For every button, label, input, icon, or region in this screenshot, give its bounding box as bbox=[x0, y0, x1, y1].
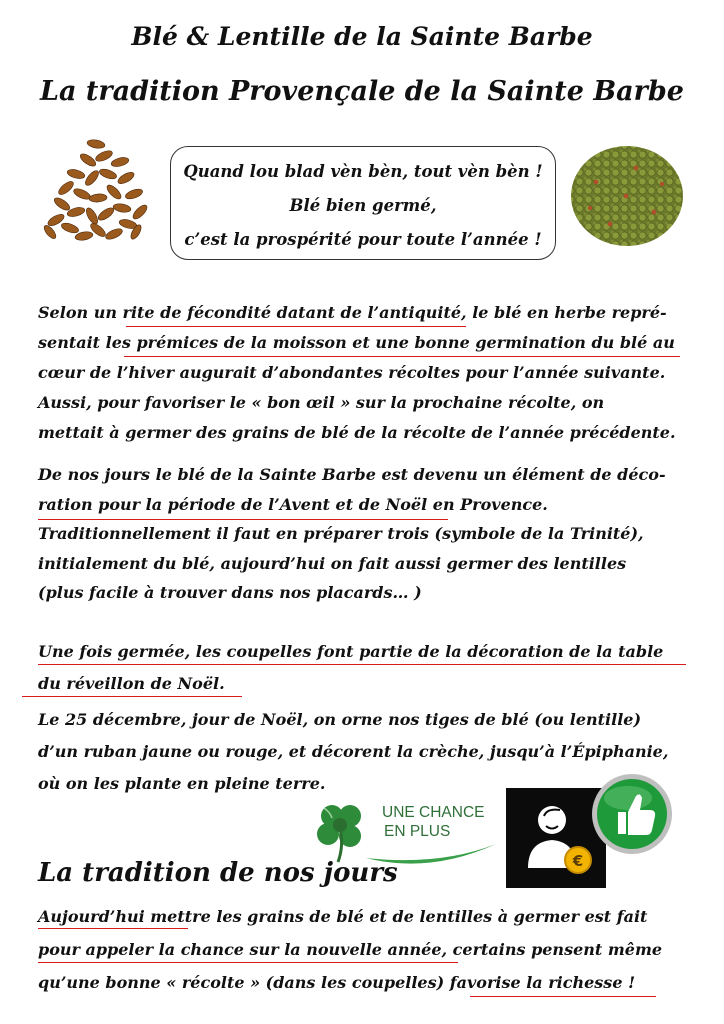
chance-badge bbox=[382, 803, 484, 841]
svg-text:€: € bbox=[572, 852, 584, 870]
text-line: Selon un rite de fécondité datant de l’antiquité, le blé en herbe repré- bbox=[38, 303, 667, 322]
red-underline bbox=[38, 664, 686, 665]
text-line: cœur de l’hiver augurait d’abondantes récoltes pour l’année suivante. bbox=[38, 363, 666, 382]
text-line: Une fois germée, les coupelles font partie de la décoration de la table bbox=[38, 642, 664, 661]
text-line: De nos jours le blé de la Sainte Barbe est devenu un élément de déco- bbox=[38, 465, 666, 484]
text-line: qu’une bonne « récolte » (dans les coupelles) favorise la richesse ! bbox=[38, 973, 636, 992]
paragraph-history bbox=[38, 298, 698, 448]
wheat-grains-image bbox=[36, 132, 158, 254]
proverb-line: c’est la prospérité pour toute l’année ! bbox=[184, 230, 542, 249]
lentils-image bbox=[566, 132, 688, 254]
text-line: d’un ruban jaune ou rouge, et décorent la crèche, jusqu’à l’Épiphanie, bbox=[38, 742, 669, 761]
text-line: Aussi, pour favoriser le « bon œil » sur la prochaine récolte, on bbox=[38, 393, 605, 412]
text-line: initialement du blé, aujourd’hui on fait aussi germer des lentilles bbox=[38, 553, 627, 573]
text-line: pour appeler la chance sur la nouvelle année, certains pensent même bbox=[38, 940, 663, 959]
text-line: mettait à germer des grains de blé de la récolte de l’année précédente. bbox=[38, 423, 676, 442]
text-line: Traditionnellement il faut en préparer trois (symbole de la Trinité), bbox=[38, 524, 644, 543]
red-underline bbox=[38, 962, 458, 963]
text-line: où on les plante en pleine terre. bbox=[38, 774, 326, 793]
paragraph-modern bbox=[38, 900, 698, 999]
proverb-line: Blé bien germé, bbox=[289, 196, 437, 215]
paragraph-decoration bbox=[38, 636, 698, 700]
text-line: Aujourd’hui mettre les grains de blé et de lentilles à germer est fait bbox=[38, 907, 648, 926]
text-line: (plus facile à trouver dans nos placards… ) bbox=[38, 583, 422, 602]
section-title: La tradition de nos jours bbox=[38, 858, 398, 888]
red-underline bbox=[470, 996, 656, 997]
proverb-line: Quand lou blad vèn bèn, tout vèn bèn ! bbox=[183, 162, 543, 181]
paragraph-today bbox=[38, 460, 698, 608]
red-underline bbox=[38, 519, 448, 520]
text-line: sentait les prémices de la moisson et une bonne germination du blé au bbox=[38, 333, 675, 352]
thumbs-up-icon bbox=[590, 772, 674, 856]
page-title: Blé & Lentille de la Sainte Barbe bbox=[131, 22, 593, 51]
proverb-box bbox=[170, 146, 556, 260]
chance-line: EN PLUS bbox=[384, 823, 451, 840]
chance-line: UNE CHANCE bbox=[382, 804, 485, 821]
text-line: du réveillon de Noël. bbox=[38, 674, 225, 693]
red-underline bbox=[124, 356, 680, 357]
text-line: ration pour la période de l’Avent et de Noël en Provence. bbox=[38, 494, 548, 514]
page-subtitle: La tradition Provençale de la Sainte Barbe bbox=[40, 76, 684, 107]
red-underline bbox=[22, 696, 242, 697]
red-underline bbox=[126, 326, 466, 327]
red-underline bbox=[38, 928, 188, 929]
text-line: Le 25 décembre, jour de Noël, on orne nos tiges de blé (ou lentille) bbox=[38, 710, 642, 729]
